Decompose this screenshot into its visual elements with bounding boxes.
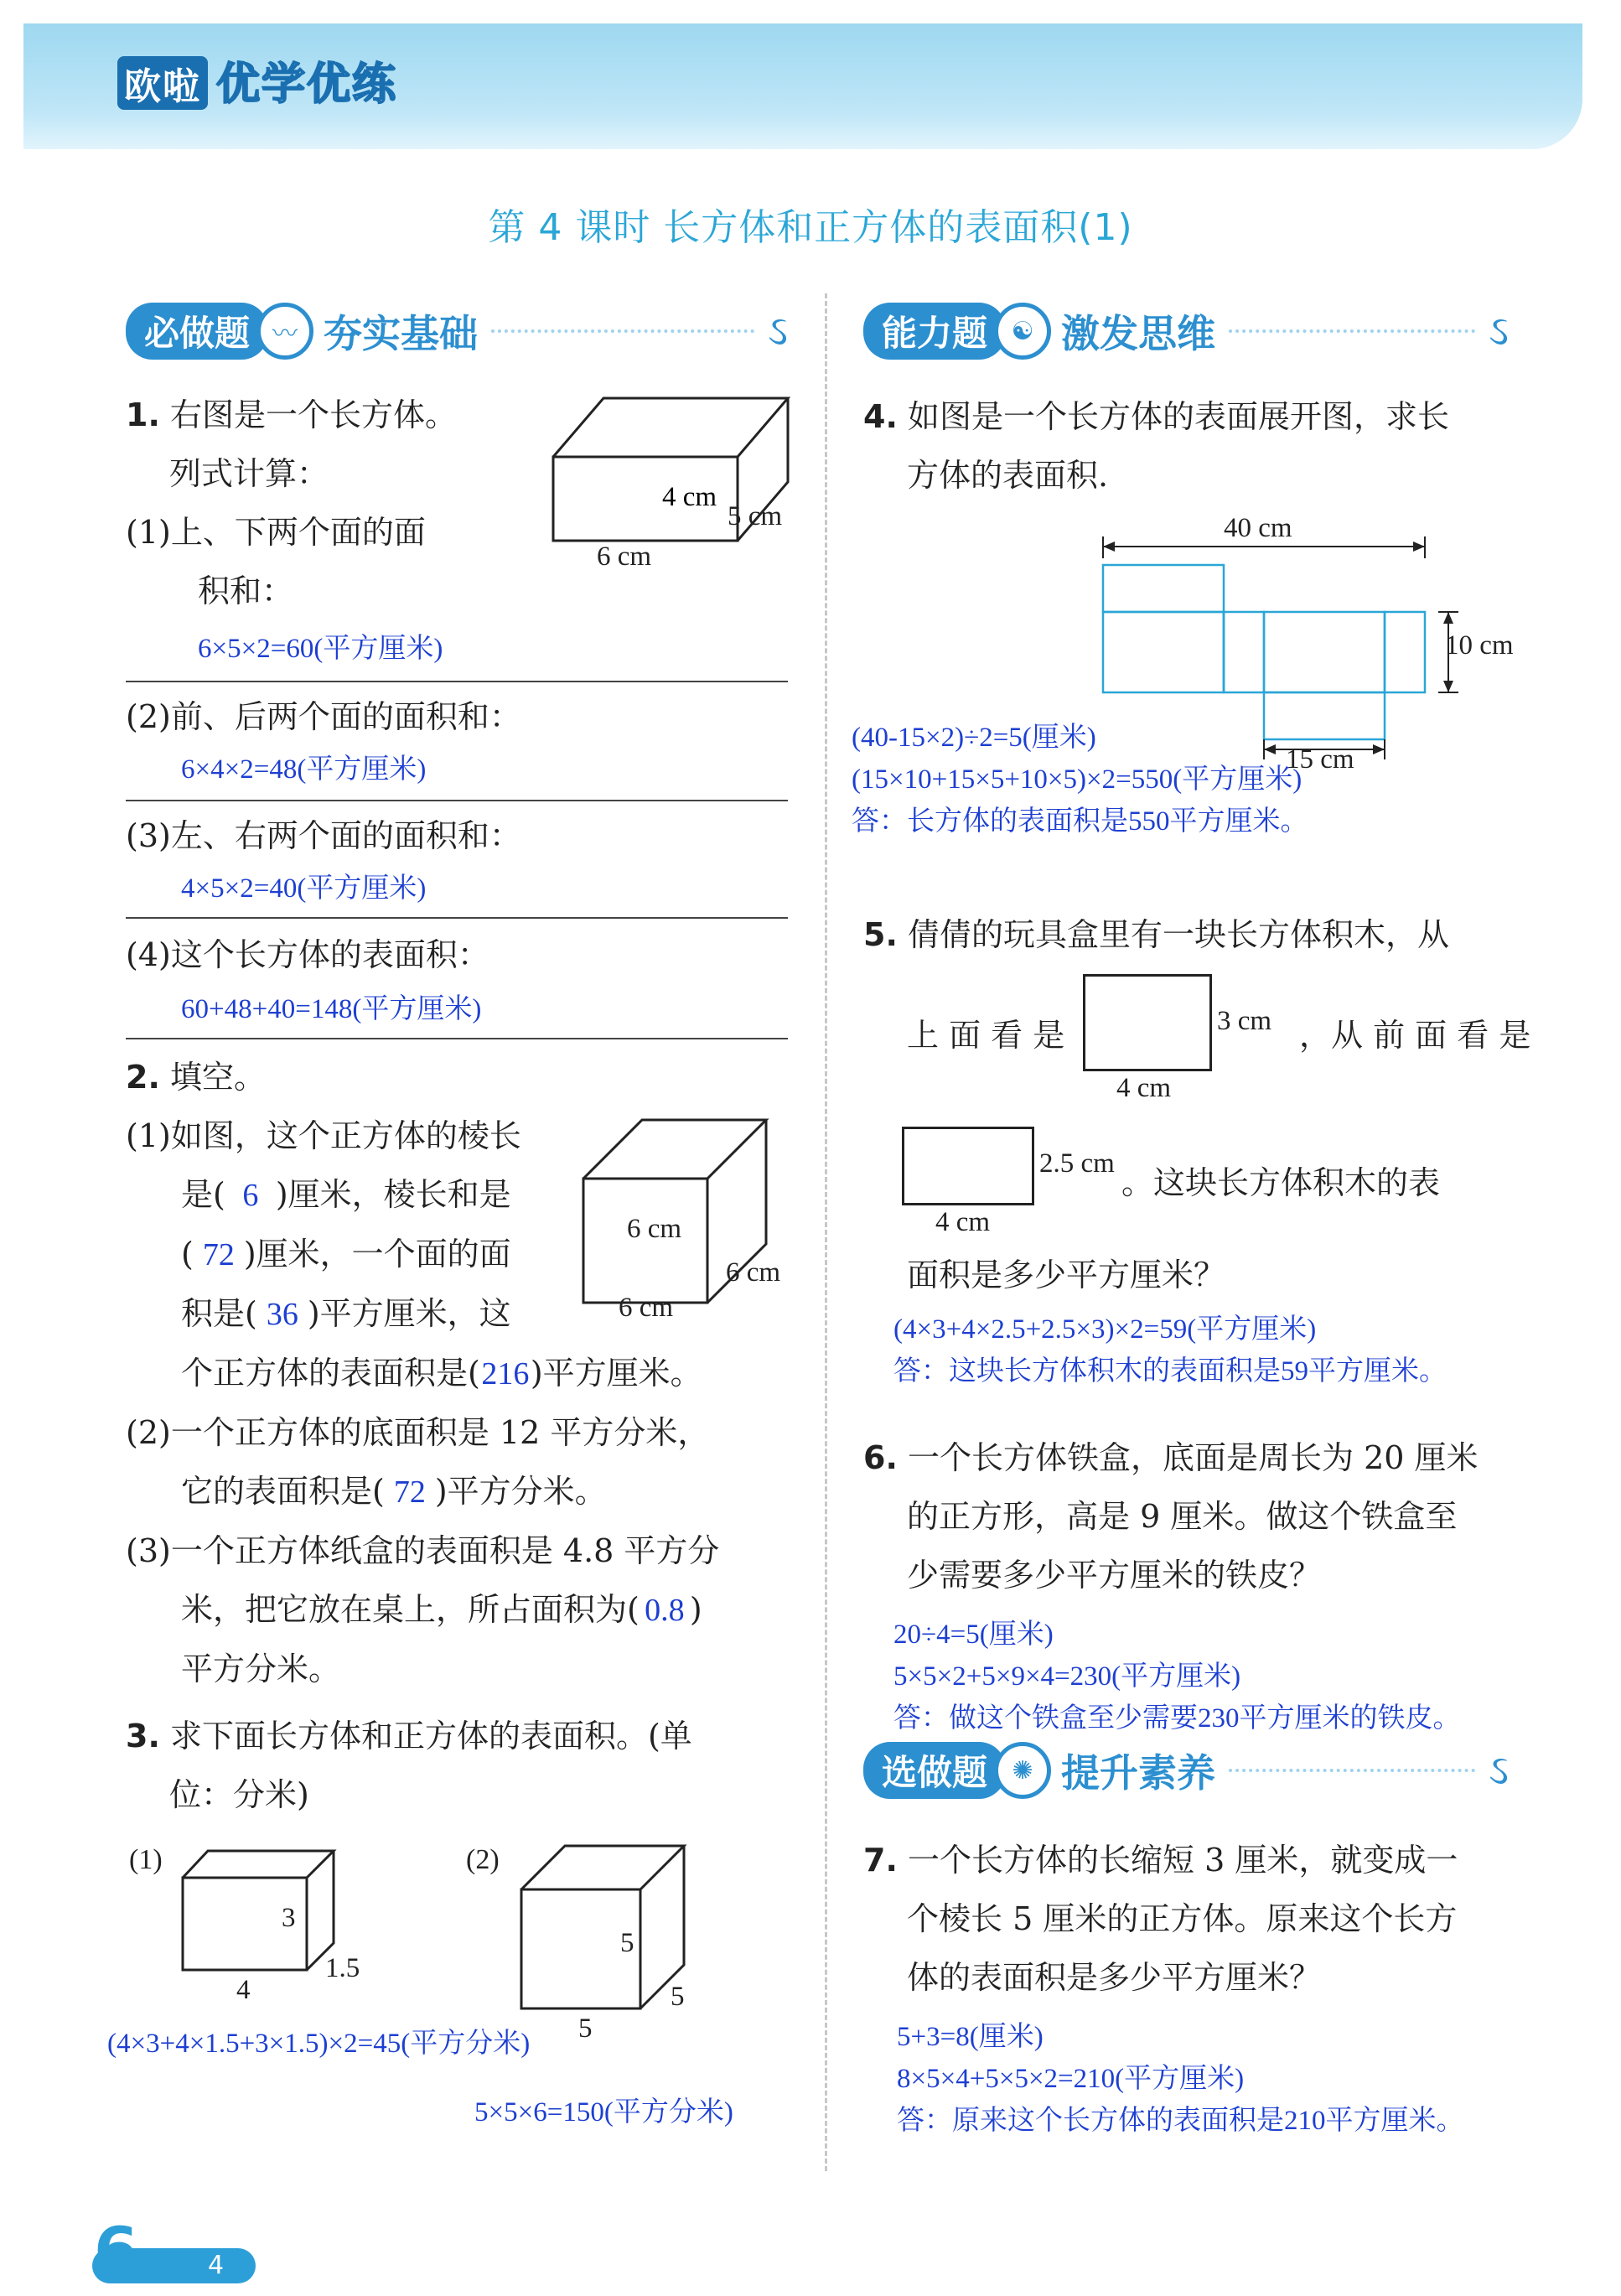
q3-f2-depth: 5 bbox=[671, 1982, 685, 2012]
lesson-title: 第 4 课时 长方体和正方体的表面积(1) bbox=[488, 206, 1133, 249]
answer-line bbox=[126, 681, 788, 682]
q7-answer-3: 答：原来这个长方体的表面积是210平方厘米。 bbox=[897, 2106, 1464, 2136]
q3-fig1-label: (1) bbox=[129, 1844, 163, 1875]
q4-answer-3: 答：长方体的表面积是550平方厘米。 bbox=[852, 806, 1308, 837]
q5-top-pre: 上 面 看 是 bbox=[907, 1017, 1065, 1054]
q5-line3: 面积是多少平方厘米？ bbox=[907, 1257, 1226, 1293]
q1-answer-1: 6×5×2=60(平方厘米) bbox=[198, 634, 443, 664]
q6-answer-3: 答：做这个铁盒至少需要230平方厘米的铁皮。 bbox=[893, 1703, 1461, 1734]
q3-f1-height: 3 bbox=[282, 1903, 296, 1933]
bulb-icon: ✺ bbox=[994, 1742, 1051, 1799]
brand-logo: 欧啦 优学优练 bbox=[117, 49, 397, 111]
q1-width-label: 6 cm bbox=[597, 542, 652, 572]
q4-net-figure bbox=[1090, 511, 1492, 771]
q2-fill-cube-surface: 72 bbox=[393, 1475, 426, 1510]
q1-depth-label: 5 cm bbox=[728, 501, 783, 531]
q3-text: 3. 求下面长方体和正方体的表面积。(单 位：分米) bbox=[126, 1718, 692, 1813]
q5-front-post: 。这块长方体积木的表 bbox=[1121, 1164, 1441, 1201]
trend-icon: 〰 bbox=[256, 303, 313, 360]
q7-answer-1: 5+3=8(厘米) bbox=[897, 2022, 1044, 2052]
swirl-icon: ઽ bbox=[768, 307, 788, 355]
section-head-ability: 能力题 ☯ 激发思维 ઽ bbox=[863, 304, 1509, 358]
q6-text: 6. 一个长方体铁盒，底面是周长为 20 厘米 的正方形，高是 9 厘米。做这个铁盒至 少需要多少平方厘米的铁皮？ bbox=[863, 1439, 1479, 1594]
q5-top-bottom: 4 cm bbox=[1116, 1073, 1172, 1103]
q3-f2-width: 5 bbox=[578, 2014, 593, 2044]
q1-part-4: (4)这个长方体的表面积： bbox=[126, 936, 489, 973]
column-divider bbox=[825, 293, 827, 2171]
swirl-icon: ઽ bbox=[1489, 1746, 1509, 1794]
page-number: 4 bbox=[92, 2248, 256, 2283]
q4-text: 4. 如图是一个长方体的表面展开图，求长 方体的表面积. bbox=[863, 398, 1449, 494]
q1-text: 1. 右图是一个长方体。 列式计算： (1)上、下两个面的面 积和： bbox=[126, 396, 457, 609]
q5-top-view-rect bbox=[1083, 974, 1212, 1071]
q5-front-bottom: 4 cm bbox=[935, 1207, 991, 1237]
q1-answer-2: 6×4×2=48(平方厘米) bbox=[181, 754, 427, 785]
q2-height-label: 6 cm bbox=[627, 1214, 682, 1244]
q4-dim-top: 40 cm bbox=[1224, 513, 1292, 543]
svg-text:4 cm: 4 cm bbox=[662, 482, 717, 512]
q1-part-2: (2)前、后两个面的面积和： bbox=[126, 698, 521, 735]
q3-fig2-label: (2) bbox=[466, 1844, 500, 1875]
swirl-icon: ઽ bbox=[1489, 307, 1509, 355]
q1-answer-3: 4×5×2=40(平方厘米) bbox=[181, 873, 427, 904]
q2-text: 2. 填空。 (1)如图，这个正方体的棱长 是( 6 )厘米，棱长和是 ( 72 )厘米，一个面的面 积是( 36 )平方厘米，这 个正方体的表面积是(216)平方厘米。 (2)一个正方体的底面积是 12 平方分米， 它的表面积是( 72 )平方分米。 (3)一个正方体纸盒的表面积是 4.8 平方分 米，把它放在桌上，所占面积为( 0.8 ) 平方分米。 bbox=[126, 1059, 720, 1687]
q3-f1-width: 4 bbox=[236, 1975, 251, 2005]
q3-f1-depth: 1.5 bbox=[325, 1953, 360, 1983]
q2-width-label: 6 cm bbox=[619, 1293, 674, 1323]
answer-line bbox=[126, 917, 788, 919]
q2-fill-edge: 6 bbox=[242, 1178, 259, 1213]
swirl-icon: 6 bbox=[94, 2213, 138, 2288]
q1-answer-4: 60+48+40=148(平方厘米) bbox=[181, 994, 482, 1024]
answer-line bbox=[126, 1038, 788, 1039]
q5-top-post: ，从 前 面 看 是 bbox=[1299, 1017, 1531, 1054]
q2-fill-edge-sum: 72 bbox=[202, 1237, 235, 1272]
q5-line1: 5. 倩倩的玩具盒里有一块长方体积木，从 bbox=[863, 916, 1449, 953]
section-head-optional: 选做题 ✺ 提升素养 ઽ bbox=[863, 1744, 1509, 1797]
q3-answer-1: (4×3+4×1.5+3×1.5)×2=45(平方分米) bbox=[107, 2029, 531, 2059]
q3-f2-height: 5 bbox=[620, 1928, 634, 1958]
q6-answer-2: 5×5×2+5×9×4=230(平方厘米) bbox=[893, 1661, 1241, 1692]
q4-answer-1: (40-15×2)÷2=5(厘米) bbox=[852, 723, 1096, 753]
answer-line bbox=[126, 800, 788, 801]
brain-icon: ☯ bbox=[994, 303, 1051, 360]
q6-answer-1: 20÷4=5(厘米) bbox=[893, 1620, 1054, 1650]
q2-fill-face-area: 36 bbox=[266, 1297, 298, 1332]
q3-cuboid-figure bbox=[178, 1844, 345, 1978]
q7-answer-2: 8×5×4+5×5×2=210(平方厘米) bbox=[897, 2064, 1245, 2094]
q1-part-3: (3)左、右两个面的面积和： bbox=[126, 817, 521, 854]
q4-answer-2: (15×10+15×5+10×5)×2=550(平方厘米) bbox=[852, 764, 1302, 795]
q5-answer-1: (4×3+4×2.5+2.5×3)×2=59(平方厘米) bbox=[893, 1314, 1317, 1345]
q1-cuboid-figure bbox=[536, 390, 805, 583]
q5-top-side: 3 cm bbox=[1217, 1006, 1272, 1036]
q7-text: 7. 一个长方体的长缩短 3 厘米，就变成一 个棱长 5 厘米的正方体。原来这个长方 体的表面积是多少平方厘米？ bbox=[863, 1842, 1458, 1996]
q5-front-side: 2.5 cm bbox=[1039, 1148, 1115, 1179]
q2-depth-label: 6 cm bbox=[726, 1257, 781, 1288]
q2-fill-base-area: 0.8 bbox=[645, 1593, 685, 1628]
q2-fill-surface: 216 bbox=[481, 1356, 530, 1392]
q3-answer-2: 5×5×6=150(平方分米) bbox=[474, 2097, 733, 2128]
q4-dim-bottom: 15 cm bbox=[1286, 744, 1354, 775]
q5-front-view-rect bbox=[902, 1127, 1034, 1205]
section-head-required: 必做题 〰 夯实基础 ઽ bbox=[126, 304, 788, 358]
q5-answer-2: 答：这块长方体积木的表面积是59平方厘米。 bbox=[893, 1356, 1447, 1386]
q4-dim-right: 10 cm bbox=[1445, 630, 1514, 661]
